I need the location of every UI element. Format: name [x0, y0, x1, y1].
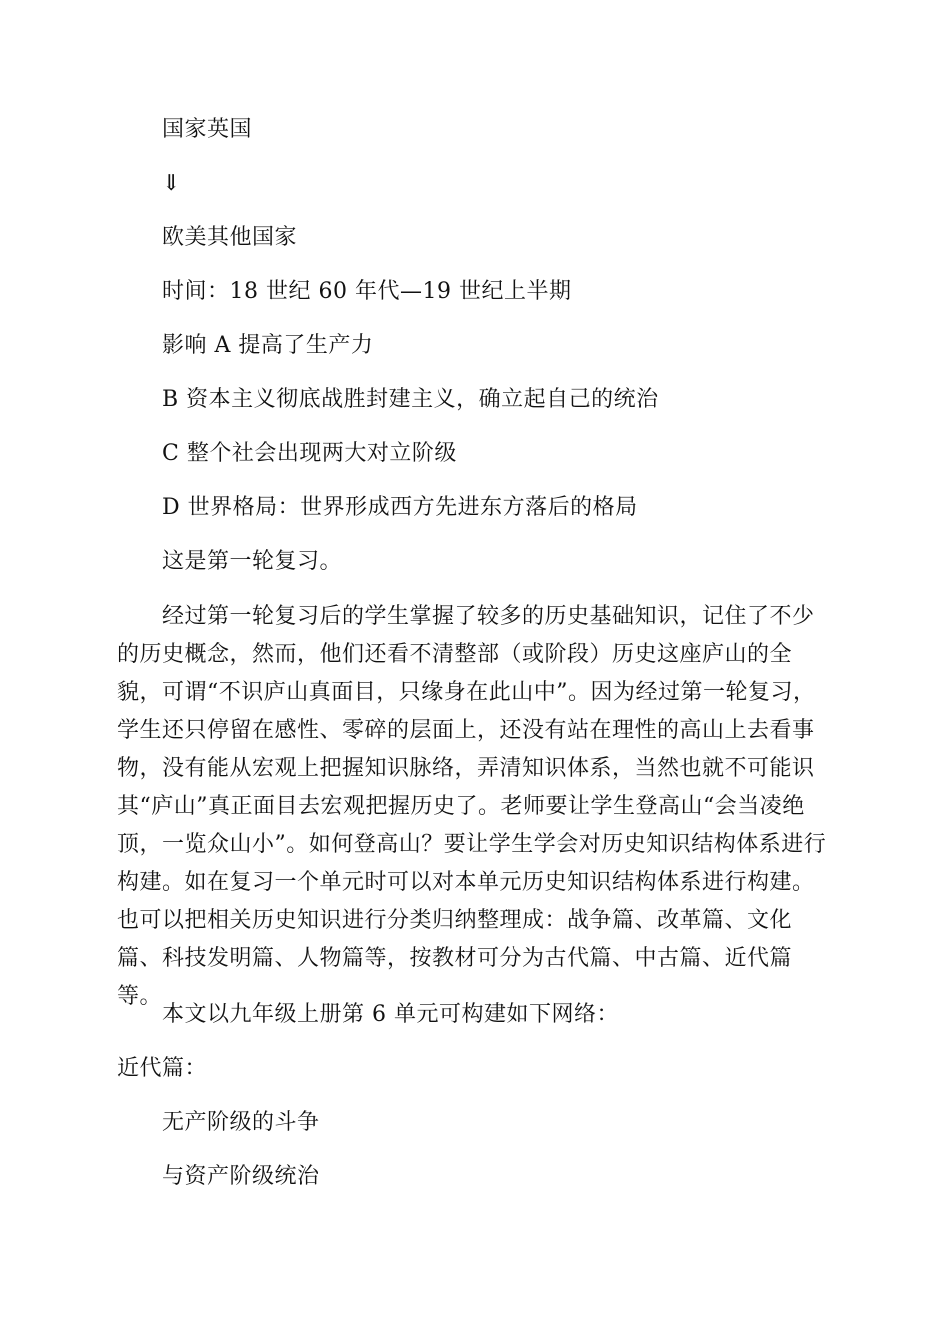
network-item: 与资产阶级统治 — [162, 1164, 320, 1189]
down-arrow-symbol: ⇓ — [162, 171, 181, 196]
text-line-impact-a: 影响 A 提高了生产力 — [162, 333, 374, 358]
text-line-time: 时间：18 世纪 60 年代—19 世纪上半期 — [162, 279, 572, 304]
text-line-impact-c: C 整个社会出现两大对立阶级 — [162, 441, 457, 466]
text-line-impact-d: D 世界格局：世界形成西方先进东方落后的格局 — [162, 495, 638, 520]
text-line-network-intro: 本文以九年级上册第 6 单元可构建如下网络： — [162, 1002, 619, 1027]
text-line-country-britain: 国家英国 — [162, 117, 253, 142]
section-label-modern: 近代篇： — [117, 1056, 208, 1081]
text-line-impact-b: B 资本主义彻底战胜封建主义，确立起自己的统治 — [162, 387, 659, 412]
text-line-first-review: 这是第一轮复习。 — [162, 549, 343, 574]
body-paragraph: 经过第一轮复习后的学生掌握了较多的历史基础知识，记住了不少的历史概念，然而，他们还看不清整部（或阶段）历史这座庐山的全貌，可谓“不识庐山真面目，只缘身在此山中”。因为经过第一轮复习，学生还只停留在感性、零碎的层面上，还没有站在理性的高山上去看事物，没有能从宏观上把握知识脉络，弄清知识体系，当然也就不可能识其“庐山”真正面目去宏观把握历史了。老师要让学生登高山“会当凌绝顶，一览众山小”。如何登高山？要让学生学会对历史知识结构体系进行构建。如在复习一个单元时可以对本单元历史知识结构体系进行构建。也可以把相关历史知识进行分类归纳整理成：战争篇、改革篇、文化篇、科技发明篇、人物篇等，按教材可分为古代篇、中古篇、近代篇等。 — [117, 604, 827, 1009]
network-item: 无产阶级的斗争 — [162, 1110, 320, 1135]
text-line-other-countries: 欧美其他国家 — [162, 225, 298, 250]
